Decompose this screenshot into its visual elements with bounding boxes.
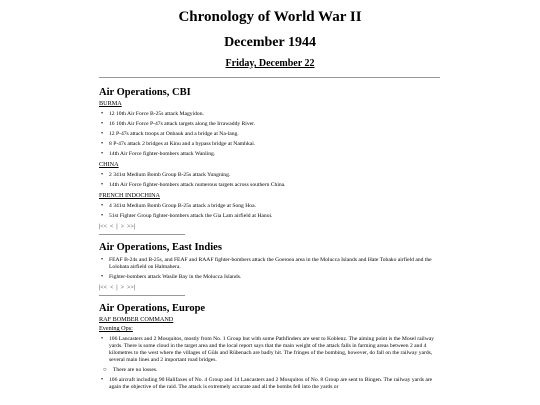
nav-next-link[interactable]: > bbox=[120, 224, 124, 230]
list-europe-2 bbox=[99, 377, 440, 391]
section-title-east-indies: Air Operations, East Indies bbox=[99, 242, 222, 253]
nav-prev-link[interactable]: < bbox=[109, 224, 114, 230]
list-east-indies bbox=[99, 257, 440, 281]
nav-separator: | bbox=[116, 285, 118, 291]
list-item: • 106 Lancasters and 2 Mosquitos, mostly from No. 1 Group but with some Pathfinders are sent to Koblenz. The aiming point is the Mosel railway yards. There is some cloud in the target area and the local report says that the main weight of the attack falls in farming areas between 2 and 4 kilometres to the west where the villages of Güls and Rübenach are badly hit. The fringes of the bombing, however, do fall on the railway yards, several main lines and 2 important road bridges. bbox=[99, 336, 440, 364]
nav-links bbox=[99, 224, 440, 230]
section-title-europe: Air Operations, Europe bbox=[99, 303, 206, 314]
list-item: • 8 P-47s attack 2 bridges at Kinu and a bypass bridge at Namhkai. bbox=[99, 141, 440, 148]
list-item: • Fighter-bombers attack Wasile Bay in the Molucca Islands. bbox=[99, 274, 440, 281]
page-title: Chronology of World War II bbox=[178, 9, 362, 25]
section-europe bbox=[99, 302, 440, 391]
date-heading: Friday, December 22 bbox=[225, 58, 315, 69]
list-item: • 2 341st Medium Bomb Group B-25s attack Yungning. bbox=[99, 172, 440, 179]
list-item: • 51st Fighter Group fighter-bombers attack the Gia Lam airfield at Hanoi. bbox=[99, 213, 440, 220]
section-title-cbi: Air Operations, CBI bbox=[99, 87, 191, 98]
section-divider bbox=[99, 295, 185, 296]
region-label-burma: BURMA bbox=[99, 100, 122, 107]
list-item: • 16 10th Air Force P-47s attack targets along the Irrawaddy River. bbox=[99, 121, 440, 128]
section-cbi bbox=[99, 86, 440, 235]
list-item: • FEAF B-24s and B-25s, and FEAF and RAAF fighter-bombers attack the Goeroea area in the Molucca Islands and Hate Tobako airfield and the Lolobata airfield on Halmahera. bbox=[99, 257, 440, 271]
region-label-china: CHINA bbox=[99, 161, 119, 168]
divider bbox=[99, 77, 440, 78]
nav-links bbox=[99, 285, 440, 291]
list-europe bbox=[99, 336, 440, 364]
nav-next-link[interactable]: > bbox=[120, 285, 124, 291]
region-label-indochina: FRENCH INDOCHINA bbox=[99, 192, 161, 199]
list-item: • 14th Air Force fighter-bombers attack Wanling. bbox=[99, 151, 440, 158]
list-item: • 12 10th Air Force B-25s attack Magyidon. bbox=[99, 111, 440, 118]
month-heading: December 1944 bbox=[224, 35, 316, 50]
nav-first-link[interactable]: |<< bbox=[99, 285, 107, 291]
main-content bbox=[99, 82, 440, 394]
list-item: • 4 341st Medium Bomb Group B-25s attack a bridge at Song Hoa. bbox=[99, 203, 440, 210]
section-east-indies bbox=[99, 241, 440, 296]
list-burma bbox=[99, 111, 440, 158]
list-item: • 106 aircraft including 90 Halifaxes of No. 4 Group and 14 Lancasters and 2 Mosquitos of No. 8 Group are sent to Bingen. The railway yards are again the objective of the raid. The attack is extremely accurate and all the bombs fell into the yards or bbox=[99, 377, 440, 391]
nav-separator: | bbox=[116, 224, 118, 230]
nav-last-link[interactable]: >>| bbox=[126, 224, 135, 230]
list-indochina bbox=[99, 203, 440, 220]
list-china bbox=[99, 172, 440, 189]
nav-last-link[interactable]: >>| bbox=[126, 285, 135, 291]
nav-prev-link[interactable]: < bbox=[109, 285, 114, 291]
list-item: • 12 P-47s attack troops at Onbauk and a bridge at Na-lang. bbox=[99, 131, 440, 138]
nav-first-link[interactable]: |<< bbox=[99, 224, 107, 230]
command-label: RAF BOMBER COMMAND bbox=[99, 316, 174, 323]
list-item: ○ There are no losses. bbox=[99, 367, 440, 374]
section-divider bbox=[99, 234, 185, 235]
ops-label: Evening Ops: bbox=[99, 325, 133, 332]
sub-list-europe bbox=[99, 367, 440, 374]
list-item: • 14th Air Force fighter-bombers attack numerous targets across southern China. bbox=[99, 182, 440, 189]
